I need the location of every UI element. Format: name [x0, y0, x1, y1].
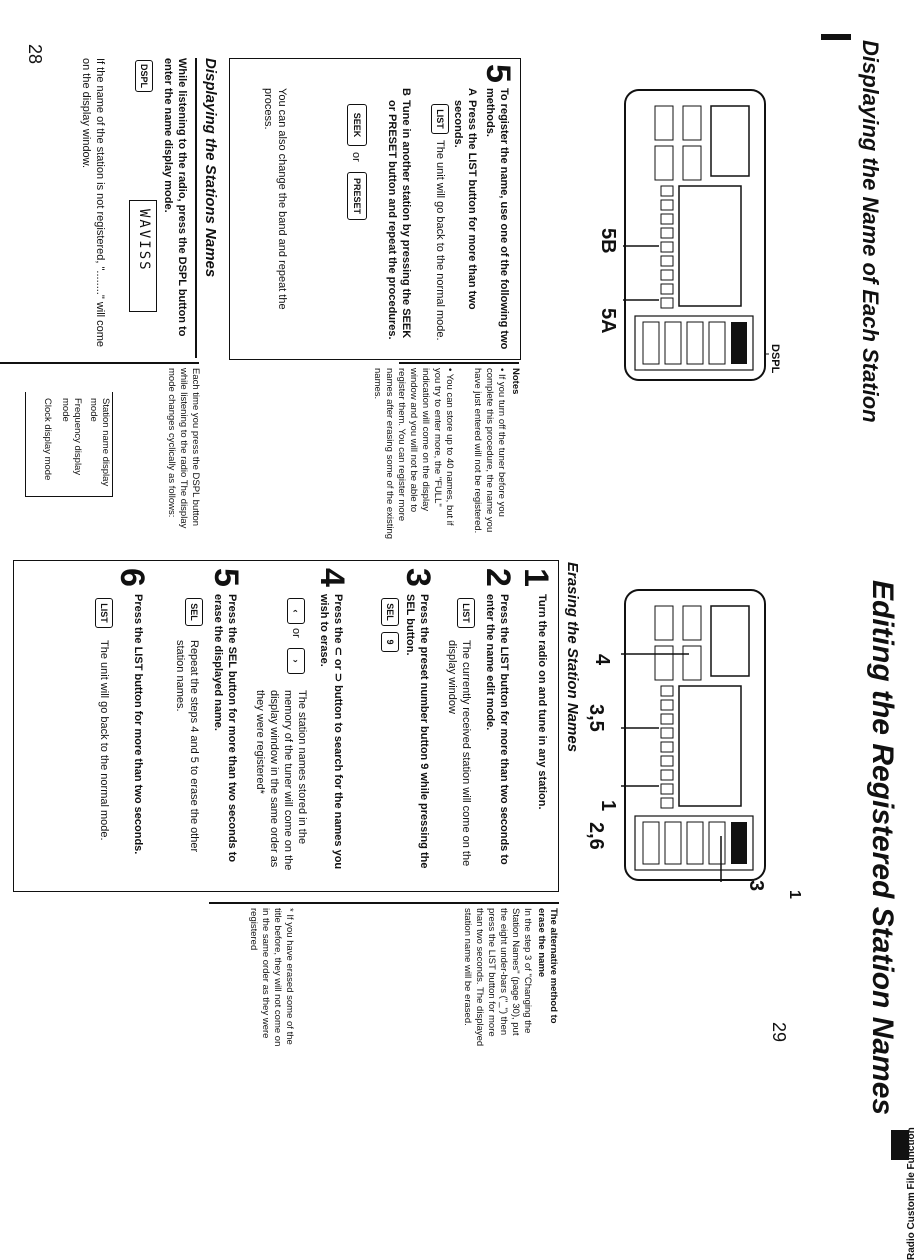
- step3-number: 3: [399, 568, 437, 587]
- step5-b-text: Tune in another station by pressing the SEEK or PRESET button and repeat the procedures.: [386, 100, 412, 340]
- callout-5b: 5B: [597, 228, 619, 254]
- callout-3-5: 3,5: [585, 704, 607, 732]
- step4-number: 4: [313, 568, 351, 587]
- lcd-display-text: WAVISS: [136, 209, 152, 272]
- callout-1: 1: [786, 890, 803, 899]
- dspl-label: DSPL: [769, 344, 781, 374]
- callout-1b: 1: [597, 800, 619, 812]
- step2-number: 2: [479, 568, 517, 587]
- car-stereo-illustration-left: [619, 86, 769, 386]
- step5-b-letter: B: [400, 88, 412, 96]
- alternative-text: In the step 3 of "Changing the Station Names" (page 30), put the eight under-bars ("_") then press the LIST button for more than two seconds. The displayed station name will be erased.: [462, 908, 533, 1047]
- step4-result: The station names stored in the memory of the tuner will come on the display window in the same order as they were registered*: [254, 690, 308, 871]
- step4-text: Press the ⊂ or ⊃ button to search for the names you wish to erase.: [318, 594, 344, 870]
- sel-button-step3[interactable]: SEL: [381, 598, 399, 626]
- mode-clock: Clock display mode: [42, 398, 53, 481]
- callout-5a: 5A: [597, 308, 619, 334]
- list-button[interactable]: LIST: [431, 104, 449, 134]
- step5-a-letter: A: [466, 88, 478, 96]
- list-button-step6[interactable]: LIST: [95, 598, 113, 628]
- preset-button[interactable]: PRESET: [347, 172, 367, 220]
- notes-rule: [399, 362, 519, 364]
- left-page-number: 28: [25, 44, 45, 65]
- step2-result: The currently received station will come on the display window: [446, 640, 472, 867]
- seek-button[interactable]: SEEK: [347, 104, 367, 146]
- display-heading-rule: [196, 58, 198, 358]
- callout-4: 4: [591, 654, 613, 666]
- step5-number: 5: [479, 64, 517, 83]
- lcd-display: [129, 200, 157, 312]
- mode-intro: Each time you press the DSPL button while listening to the radio The display mode changes cyclically as follows:: [166, 368, 201, 529]
- step6-text: Press the LIST button for more than two seconds.: [132, 594, 144, 855]
- step5r-number: 5: [207, 568, 245, 587]
- right-page-number: 29: [769, 1022, 789, 1043]
- step5-intro: To register the name, use one of the following two methods.: [484, 88, 510, 350]
- mode-rule: [0, 362, 199, 364]
- dspl-button[interactable]: DSPL: [135, 60, 153, 92]
- step1-number: 1: [517, 568, 555, 587]
- step5-a-result: The unit will go back to the normal mode.: [434, 140, 446, 341]
- mode-station-name: Station name display mode: [88, 398, 111, 487]
- or-label-1: or: [350, 152, 362, 162]
- display-names-heading: Displaying the Stations Names: [202, 58, 219, 278]
- left-page-title: Displaying the Name of Each Station: [858, 40, 883, 423]
- sel-button-step5[interactable]: SEL: [185, 598, 203, 626]
- preset-9-button[interactable]: 9: [381, 632, 399, 652]
- step5-a-text: Press the LIST button for more than two seconds.: [452, 100, 478, 310]
- alternative-rule: [209, 902, 559, 904]
- chevron-right-icon: ›: [291, 659, 301, 663]
- callout-2-6: 2,6: [585, 822, 607, 850]
- mode-frequency: Frequency display mode: [60, 398, 83, 476]
- note-1: • If you turn off the tuner before you complete this procedure, the name you have just entered will not be registered.: [472, 368, 507, 534]
- note-2: • You can store up to 40 names, but if you try to enter more, the "FULL" indication will come on the display window and you will not be able to register them. You can register more names after erasing some of the existing names.: [372, 368, 455, 540]
- or-label-2: or: [290, 628, 302, 638]
- right-page-title: Editing the Registered Station Names: [866, 580, 899, 1116]
- alternative-heading: The alternative method to erase the name: [536, 908, 559, 1024]
- list-button-step2[interactable]: LIST: [457, 598, 475, 628]
- chevron-left-icon: ‹: [291, 609, 301, 613]
- step2-text: Press the LIST button for more than two seconds to enter the name edit mode.: [484, 594, 510, 865]
- left-search-button[interactable]: [287, 598, 305, 624]
- step5r-result: Repeat the steps 4 and 5 to erase the other station names.: [174, 640, 200, 853]
- step5r-text: Press the SEL button for more than two seconds to erase the displayed name.: [212, 594, 238, 863]
- step6-result: The unit will go back to the normal mode.: [98, 640, 110, 841]
- right-search-button[interactable]: [287, 648, 305, 674]
- display-footnote: If the name of the station is not registered, "........" will come on the display window.: [80, 58, 106, 348]
- step3-text: Press the preset number button 9 while pressing the SEL button.: [404, 594, 430, 869]
- erasing-heading: Erasing the Station Names: [564, 562, 581, 753]
- display-instruction: While listening to the radio, press the DSPL button to enter the name display mode.: [162, 58, 188, 337]
- left-title-rule: [821, 34, 851, 40]
- notes-heading: Notes: [510, 368, 521, 395]
- step5-footer: You can also change the band and repeat the process.: [262, 88, 288, 310]
- callout-3: 3: [745, 880, 767, 892]
- step1-text: Turn the radio on and tune in any station.: [536, 594, 548, 810]
- step6-number: 6: [113, 568, 151, 587]
- car-stereo-illustration-right: [619, 586, 769, 886]
- right-footnote: * If you have erased some of the title before, they will not come on in the same order as they were registered: [248, 908, 295, 1047]
- edge-label: Radio Custom File Function: [906, 1127, 917, 1260]
